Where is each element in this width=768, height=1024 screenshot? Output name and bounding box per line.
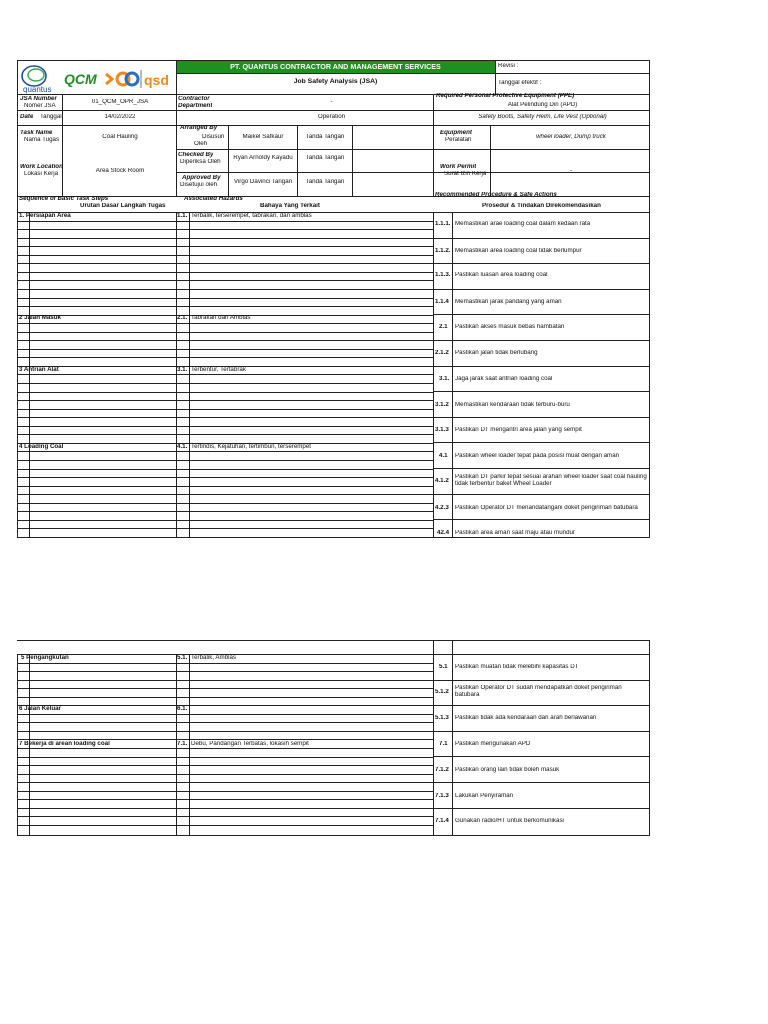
cell-number: 1.1.4: [435, 299, 449, 305]
cell-number: Diperiksa Oleh: [180, 159, 221, 165]
cell-number: 5.1.: [177, 655, 188, 661]
cell-number: Task Name: [20, 130, 53, 136]
cell-number: 1.1.2.: [435, 248, 451, 254]
table-row-line: [17, 511, 433, 512]
table-row-line: [17, 705, 433, 706]
table-row-line: [17, 671, 433, 672]
col-controls-en: Recommended Procedure & Safe Actions: [435, 192, 557, 198]
cell-number: Nomer JSA: [24, 103, 56, 109]
table-row-line: [17, 280, 433, 281]
control-3-1-2: Memastikan kendaraan tidak terburu-buru: [455, 402, 570, 408]
table-row-line: [17, 782, 433, 783]
cell-number: QCM: [64, 71, 97, 87]
table-row-line: [17, 791, 433, 792]
logo-quantus-text: quantus: [23, 85, 52, 94]
approved-by-name: Virgo Davinci Tarigan: [233, 179, 293, 185]
col-hazards-id: Bahaya Yang Terkait: [260, 203, 320, 209]
table-row-line: [17, 714, 433, 715]
equipment-value: wheel loader, Dump truck: [536, 134, 606, 140]
table-row-line: [17, 400, 433, 401]
table-row-line: [17, 477, 433, 478]
cell-number: Arranged By: [180, 125, 218, 131]
step-2-label: 2 Jalan Masuk: [19, 315, 61, 321]
col-controls-id: Prosedur & Tindakan Direkomendasikan: [482, 203, 601, 209]
table-row-line: [433, 314, 650, 315]
control-1-1-1: Memastikan arae loading coal dalam kedaan rata: [455, 221, 591, 227]
step-6-label: 6 Jalan Keluar: [19, 706, 61, 712]
cell-number: 4.1.2: [435, 478, 449, 484]
cell-number: Contractor: [178, 96, 210, 102]
table-row-line: [17, 409, 433, 410]
table-row-line: [17, 383, 433, 384]
company-logo: [20, 62, 176, 94]
cell-number: Tanggal: [40, 114, 62, 120]
cell-number: 42.4: [437, 530, 450, 536]
cell-number: Department: [178, 103, 213, 109]
cell-number: Approved By: [182, 175, 221, 181]
hazard-5: Terbalik, Amblas: [191, 655, 237, 661]
cell-number: Alat Pelindung Diri (APD): [507, 102, 578, 108]
work-location-value: Area Stock Room: [95, 168, 145, 174]
table-row-line: [17, 238, 433, 239]
table-row-line: [433, 289, 650, 290]
control-4-2-4: Pastikan area aman saat maju atau mundur: [455, 530, 576, 536]
control-5-1: Pastikan muatan tidak melebihi kapasitas DT: [455, 664, 579, 670]
step-1-label: 1. Persiapan Area: [19, 213, 71, 219]
table-row-line: [17, 332, 433, 333]
table-row-line: [17, 520, 433, 521]
table-row-line: [17, 451, 433, 452]
table-row-line: [17, 765, 433, 766]
table-row-line: [17, 434, 433, 435]
table-row-line: [17, 731, 433, 732]
table-row-line: [433, 808, 650, 809]
table-row-line: [17, 357, 433, 358]
table-row-line: [433, 705, 650, 706]
table-row-line: [433, 340, 650, 341]
table-row-line: [17, 246, 433, 247]
cell-number: 4.1: [439, 453, 448, 459]
control-1-1-2: Memastikan area loading coal tidak berlumpur: [455, 248, 582, 254]
cell-number: 7.1: [439, 741, 448, 747]
table-row-line: [17, 469, 433, 470]
cell-number: Nama Tugas: [24, 137, 60, 143]
table-row-line: [17, 374, 433, 375]
table-row-line: [17, 349, 433, 350]
table-row-line: [17, 748, 433, 749]
control-4-2-3: Pastikan Operator DT menandatangani doket pengiriman batubara: [455, 505, 638, 511]
table-row-line: [433, 519, 650, 520]
cell-number: 3.1.3: [435, 427, 449, 433]
control-1-1-4: Memastikan jarak pandang yang aman: [455, 299, 562, 305]
hazard-3: Terbentur, Tertabrak: [191, 367, 246, 373]
step-7-label: 7 Bekerja di arean loading coal: [19, 741, 110, 747]
table-row-line: [17, 426, 433, 427]
cell-number: 1.1.: [177, 213, 188, 219]
col-steps-id: Urutan Dasar Langkah Tugas: [80, 203, 166, 209]
table-row-line: [17, 825, 433, 826]
table-row-line: [17, 503, 433, 504]
table-row-line: [17, 816, 433, 817]
table-row-line: [17, 528, 433, 529]
jsa-number-value: 01_QCM_OPR_JSA: [91, 99, 149, 105]
ppe-value: Safety Boots, Safety Helm, Life Vest (Optional): [478, 114, 607, 120]
table-row-line: [17, 289, 433, 290]
table-row-line: [433, 782, 650, 783]
hazard-1: Terbalik, terserempet, tabrakan, dan amblas: [191, 213, 312, 219]
hazard-7: Debu, Pandangan Terbatas, lokasih sempit: [191, 741, 309, 747]
cell-number: 3.1.2: [435, 402, 449, 408]
table-row-line: [17, 697, 433, 698]
table-row-line: [17, 494, 433, 495]
table-row-line: [17, 221, 433, 222]
control-7-1: Pastikan mengunakan APD: [455, 741, 531, 747]
control-7-1-4: Gunakan radio/HT untuk berkomunikasi: [455, 818, 564, 824]
cell-number: 4.2.3: [435, 505, 449, 511]
cell-number: Work Permit: [440, 164, 477, 170]
table-row-line: [17, 298, 433, 299]
table-row-line: [17, 323, 433, 324]
doc-title: Job Safety Analysis (JSA): [293, 78, 378, 85]
table-row-line: [433, 494, 650, 495]
table-row-line: [433, 391, 650, 392]
cell-number: 2.1.2: [435, 350, 449, 356]
table-row-line: [17, 722, 433, 723]
cell-number: 3.1.: [177, 367, 188, 373]
table-row-line: [433, 756, 650, 757]
table-row-line: [17, 340, 433, 341]
task-name-value: Coal Hauling: [102, 134, 138, 140]
step-4-label: 4 Loading Coal: [19, 444, 64, 450]
cell-number: 5.1.2: [435, 689, 449, 695]
cell-number: 5.1: [439, 664, 448, 670]
cell-number: qsd: [144, 72, 169, 88]
control-3-1: Jaga jarak saat antrian loading coal: [455, 376, 553, 382]
control-2-1-2: Pastikan jalan tidak berlubang: [455, 350, 538, 356]
cell-number: 3.1.: [439, 376, 450, 382]
table-row-line: [433, 366, 650, 367]
signature-3: Tanda Tangan: [305, 179, 345, 185]
cell-number: Work Location: [20, 164, 63, 170]
table-row-line: [17, 306, 433, 307]
table-row-line: [433, 731, 650, 732]
table-row-line: [17, 392, 433, 393]
table-row-line: [17, 739, 433, 740]
cell-number: 7.1.4: [435, 818, 449, 824]
control-2-1: Pastikan akses masuk bebas hambatan: [455, 324, 565, 330]
table-row-line: [433, 468, 650, 469]
contractor-value: -: [330, 99, 333, 105]
hazard-2: Tabrakan dan Amblas: [191, 315, 251, 321]
company-name: PT. QUANTUS CONTRACTOR AND MANAGEMENT SERVICES: [176, 61, 495, 73]
table-row-line: [433, 442, 650, 443]
table-row-line: [17, 263, 433, 264]
work-permit-value: -: [569, 168, 573, 174]
tanggal-efektif-label: Tanggal efektif :: [498, 80, 542, 86]
table-row-line: [433, 417, 650, 418]
table-row-line: [433, 238, 650, 239]
col-steps-en: Sequence of Basic Task Steps: [19, 196, 109, 202]
cell-number: 1.1.1.: [435, 221, 451, 227]
table-row-line: [17, 255, 433, 256]
control-4-1: Pastikan wheel loader tepat pada posisi muat dengan aman: [455, 453, 620, 459]
table-row-line: [433, 263, 650, 264]
cell-number: Required Personal Protective Equipment (PPE): [436, 93, 575, 99]
checked-by-name: Ryan Arnoldy Kayadu: [233, 155, 293, 161]
table-row-line: [17, 272, 433, 273]
control-7-1-3: Lakukan Penyiraman: [455, 793, 514, 799]
signature-2: Tanda Tangan: [305, 155, 345, 161]
cell-number: Peralatan: [445, 137, 472, 143]
hazard-4: Tertindis, Kejatuhan, tertimbun, terserempet: [191, 444, 312, 450]
table-row-line: [17, 688, 433, 689]
control-4-1-2: Pastikan DT parkir tepat sesuai arahan wheel loader saat coal hauling tidak terbentur baket Wheel Loader: [455, 474, 647, 487]
cell-number: Checked By: [178, 152, 214, 158]
cell-number: 2.1.: [177, 315, 188, 321]
cell-number: Lokasi Kerja: [24, 171, 59, 177]
cell-number: Oleh: [194, 141, 208, 147]
cell-number: 7.1.2: [435, 767, 449, 773]
step-5-label: 5 Pengangkutan: [21, 655, 69, 661]
signature-1: Tanda Tangan: [305, 134, 345, 140]
control-7-1-2: Pastikan orang lain tidak boleh masuk: [455, 767, 560, 773]
cell-number: 7.1.: [177, 741, 188, 747]
step-3-label: 3 Antrian Alat: [19, 367, 59, 373]
control-1-1-3: Pastikan luasan area loading coal: [455, 272, 548, 278]
table-row-line: [17, 799, 433, 800]
control-5-1-2: Pastikan Operator DT sudah mendapatkan doket pengiriman batubara: [455, 685, 622, 698]
table-row-line: [17, 757, 433, 758]
table-row-line: [17, 229, 433, 230]
table-row-line: [17, 680, 433, 681]
revisi-label: Revisi :: [498, 63, 519, 69]
cell-number: JSA Number: [20, 96, 57, 102]
table-row-line: [17, 774, 433, 775]
cell-number: Disetujui oleh: [180, 182, 218, 188]
cell-number: 5.1.3: [435, 715, 449, 721]
table-row-line: [17, 417, 433, 418]
cell-number: 1.1.3.: [435, 272, 451, 278]
cell-number: 4.1.: [177, 444, 188, 450]
control-5-1-3: Pastikan tidak ada kendaraan dari arah berlawanan: [455, 715, 597, 721]
cell-number: 2.1: [439, 324, 448, 330]
table-row-line: [17, 663, 433, 664]
table-row-line: [17, 486, 433, 487]
cell-number: Date: [20, 114, 34, 120]
cell-number: 7.1.3: [435, 793, 449, 799]
table-row-line: [433, 680, 650, 681]
cell-number: Equipment: [440, 130, 472, 136]
table-row-line: [17, 460, 433, 461]
cell-number: Surat Izin Kerja: [444, 171, 487, 177]
cell-number: 6.1.: [177, 706, 188, 712]
department-value: Operation: [317, 114, 346, 120]
cell-number: Disusun: [202, 134, 225, 140]
date-value: 14/02/2022: [104, 114, 136, 120]
table-row-line: [17, 808, 433, 809]
col-hazards-en: Associated Hazards: [184, 196, 243, 202]
control-3-1-3: Pastikan DT mengantri area jalan yang sempit: [455, 427, 582, 433]
arranged-by-name: Maikel Safkaur: [242, 134, 284, 140]
